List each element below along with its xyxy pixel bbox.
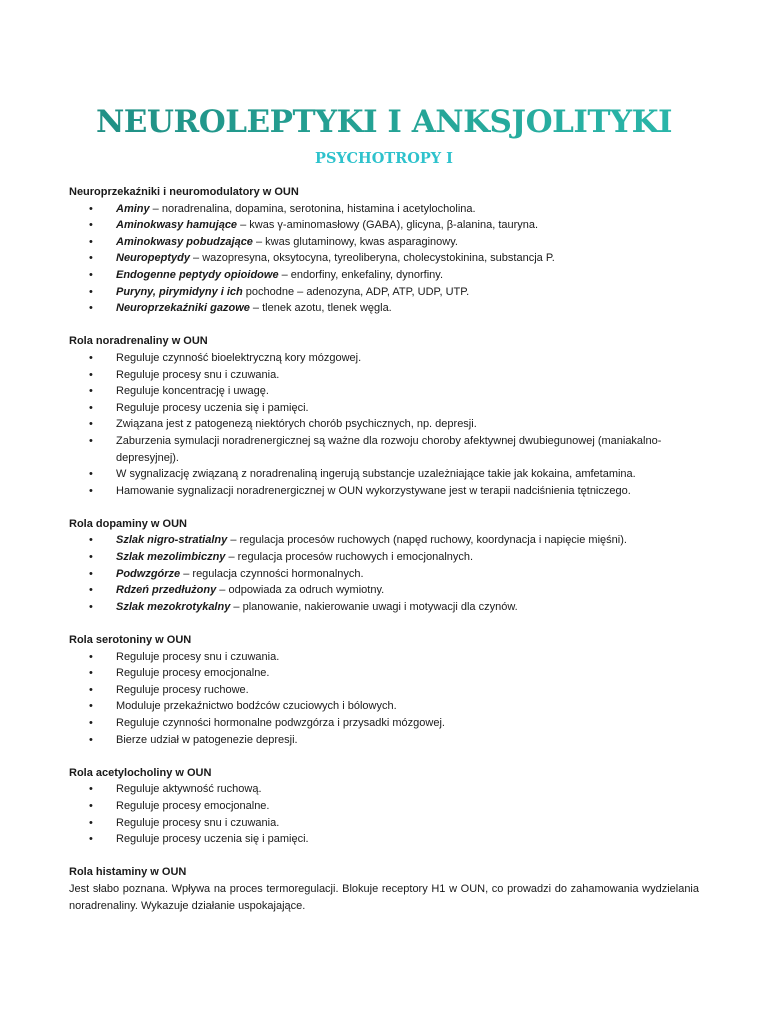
list-item-text: Reguluje procesy emocjonalne.: [116, 799, 270, 812]
bullet-icon: •: [89, 285, 93, 298]
list-item-text: Reguluje czynności hormonalne podwzgórza i przysadki mózgowej.: [116, 717, 445, 729]
bullet-list: [69, 781, 699, 847]
list-item: [69, 284, 699, 301]
list-item: [69, 649, 699, 666]
list-item: [69, 267, 699, 284]
list-item: [69, 582, 699, 599]
list-item-text: Hamowanie sygnalizacji noradrenergicznej w OUN wykorzystywane jest w terapii nadciśnienia tętniczego.: [116, 484, 631, 497]
list-item-text: Reguluje czynność bioelektryczną kory mózgowej.: [116, 351, 362, 364]
list-item-text: pochodne – adenozyna, ADP, ATP, UDP, UTP.: [242, 285, 470, 298]
section-2: [69, 516, 699, 616]
bullet-icon: •: [89, 683, 93, 696]
list-item: [69, 698, 699, 715]
list-item-text: Bierze udział w patogenezie depresji.: [116, 733, 298, 746]
list-item: [69, 250, 699, 267]
section-heading: Neuroprzekaźniki i neuromodulatory w OUN: [69, 186, 299, 198]
list-item-term: Aminokwasy hamujące: [116, 219, 238, 232]
list-item: [69, 549, 699, 566]
bullet-icon: •: [89, 600, 93, 613]
list-item: [69, 483, 699, 500]
bullet-icon: •: [89, 219, 93, 232]
list-item: [69, 383, 699, 400]
bullet-icon: •: [89, 567, 93, 580]
list-item: [69, 300, 699, 317]
bullet-icon: •: [89, 252, 93, 265]
list-item: [69, 566, 699, 583]
section-histamine: [69, 864, 699, 914]
document-body: [69, 184, 699, 931]
list-item: [69, 781, 699, 798]
list-item-term: Neuropeptydy: [116, 252, 190, 265]
section-4: [69, 765, 699, 848]
bullet-icon: •: [89, 667, 93, 680]
bullet-icon: •: [89, 368, 93, 381]
list-item: [69, 798, 699, 815]
bullet-list: [69, 649, 699, 749]
bullet-icon: •: [89, 418, 93, 431]
list-item-term: Neuroprzekaźniki gazowe: [116, 302, 250, 315]
list-item-text: Reguluje procesy ruchowe.: [116, 683, 249, 696]
bullet-icon: •: [89, 351, 93, 364]
bullet-icon: •: [89, 202, 93, 215]
list-item-text: – planowanie, nakierowanie uwagi i motywacji dla czynów.: [230, 600, 518, 613]
bullet-list: [69, 350, 699, 499]
bullet-icon: •: [89, 434, 93, 447]
list-item: [69, 665, 699, 682]
list-item-text: Związana jest z patogenezą niektórych chorób psychicznych, np. depresji.: [116, 418, 477, 431]
bullet-icon: •: [89, 551, 93, 564]
list-item: [69, 234, 699, 251]
bullet-icon: •: [89, 468, 93, 481]
list-item-text: W sygnalizację związaną z noradrenaliną ingerują substancje uzależniające takie jak kokaina, amfetamina.: [116, 468, 636, 481]
list-item: [69, 715, 699, 732]
list-item-text: Reguluje procesy snu i czuwania.: [116, 650, 280, 663]
section-heading: Rola noradrenaliny w OUN: [69, 335, 208, 348]
list-item: [69, 682, 699, 699]
bullet-icon: •: [89, 302, 93, 315]
section-1: [69, 333, 699, 499]
bullet-icon: •: [89, 484, 93, 497]
list-item: [69, 466, 699, 483]
list-item: [69, 599, 699, 616]
bullet-icon: •: [89, 783, 93, 796]
section-0: [69, 184, 699, 317]
section-heading: Rola serotoniny w OUN: [69, 634, 192, 647]
list-item: [69, 350, 699, 367]
list-item-term: Endogenne peptydy opioidowe: [116, 268, 279, 281]
bullet-icon: •: [89, 717, 93, 729]
section-heading: Rola histaminy w OUN: [69, 866, 187, 879]
bullet-icon: •: [89, 650, 93, 663]
section-paragraph: Jest słabo poznana. Wpływa na proces termoregulacji. Blokuje receptory H1 w OUN, co prowadzi do zahamowania wydzielania noradrenaliny. Wykazuje działanie uspokajające.: [69, 882, 699, 912]
list-item-term: Rdzeń przedłużony: [116, 584, 217, 597]
list-item-text: – wazopresyna, oksytocyna, tyreoliberyna, cholecystokinina, substancja P.: [189, 252, 555, 265]
section-3: [69, 632, 699, 748]
list-item-text: Zaburzenia symulacji noradrenergicznej są ważne dla rozwoju choroby afektywnej dwubiegunowej (maniakalno-depresyjnej).: [116, 434, 662, 464]
list-item-text: – regulacja procesów ruchowych i emocjonalnych.: [225, 551, 474, 564]
list-item-text: – kwas γ-aminomasłowy (GABA), glicyna, β-alanina, tauryna.: [237, 219, 539, 232]
bullet-icon: •: [89, 268, 93, 281]
list-item-text: – endorfiny, enkefaliny, dynorfiny.: [278, 268, 444, 281]
list-item-text: – noradrenalina, dopamina, serotonina, histamina i acetylocholina.: [149, 202, 476, 215]
list-item-term: Szlak mezolimbiczny: [116, 551, 226, 564]
list-item: [69, 201, 699, 218]
list-item-term: Podwzgórze: [116, 567, 181, 580]
list-item-text: Moduluje przekaźnictwo bodźców czuciowych i bólowych.: [116, 700, 397, 713]
list-item-text: – regulacja procesów ruchowych (napęd ruchowy, koordynacja i napięcie mięśni).: [227, 534, 627, 547]
list-item-text: Reguluje procesy snu i czuwania.: [116, 368, 280, 381]
list-item-text: Reguluje procesy uczenia się i pamięci.: [116, 833, 309, 846]
section-heading: Rola acetylocholiny w OUN: [69, 766, 212, 779]
list-item-text: Reguluje procesy uczenia się i pamięci.: [116, 401, 309, 414]
list-item-text: – tlenek azotu, tlenek węgla.: [249, 302, 392, 315]
sections-container: [69, 184, 699, 848]
list-item: [69, 433, 699, 466]
bullet-icon: •: [89, 534, 93, 547]
list-item-text: Reguluje procesy emocjonalne.: [116, 667, 270, 680]
bullet-icon: •: [89, 235, 93, 248]
list-item-text: – kwas glutaminowy, kwas asparaginowy.: [252, 235, 458, 248]
list-item-term: Aminy: [116, 202, 150, 215]
list-item-text: Reguluje procesy snu i czuwania.: [116, 816, 280, 829]
list-item-term: Szlak nigro-stratialny: [116, 534, 228, 547]
bullet-icon: •: [89, 584, 93, 597]
list-item-text: – odpowiada za odruch wymiotny.: [216, 584, 385, 597]
list-item: [69, 400, 699, 417]
bullet-icon: •: [89, 385, 93, 398]
page-title: NEUROLEPTYKI I ANKSJOLITYKI: [0, 104, 768, 140]
bullet-list: [69, 532, 699, 615]
page-subtitle: PSYCHOTROPY I: [315, 150, 453, 167]
list-item: [69, 532, 699, 549]
bullet-icon: •: [89, 401, 93, 414]
list-item: [69, 732, 699, 749]
list-item-term: Szlak mezokrotykalny: [116, 600, 231, 613]
list-item: [69, 217, 699, 234]
bullet-list: [69, 201, 699, 317]
list-item: [69, 367, 699, 384]
list-item-text: Reguluje koncentrację i uwagę.: [116, 385, 269, 398]
list-item-text: Reguluje aktywność ruchową.: [116, 783, 262, 796]
bullet-icon: •: [89, 700, 93, 713]
bullet-icon: •: [89, 799, 93, 812]
list-item: [69, 815, 699, 832]
list-item-text: – regulacja czynności hormonalnych.: [180, 567, 364, 580]
list-item: [69, 831, 699, 848]
section-heading: Rola dopaminy w OUN: [69, 517, 187, 530]
list-item-term: Aminokwasy pobudzające: [116, 235, 253, 248]
bullet-icon: •: [89, 816, 93, 829]
list-item: [69, 416, 699, 433]
bullet-icon: •: [89, 833, 93, 846]
list-item-term: Puryny, pirymidyny i ich: [116, 285, 243, 298]
bullet-icon: •: [89, 733, 93, 746]
